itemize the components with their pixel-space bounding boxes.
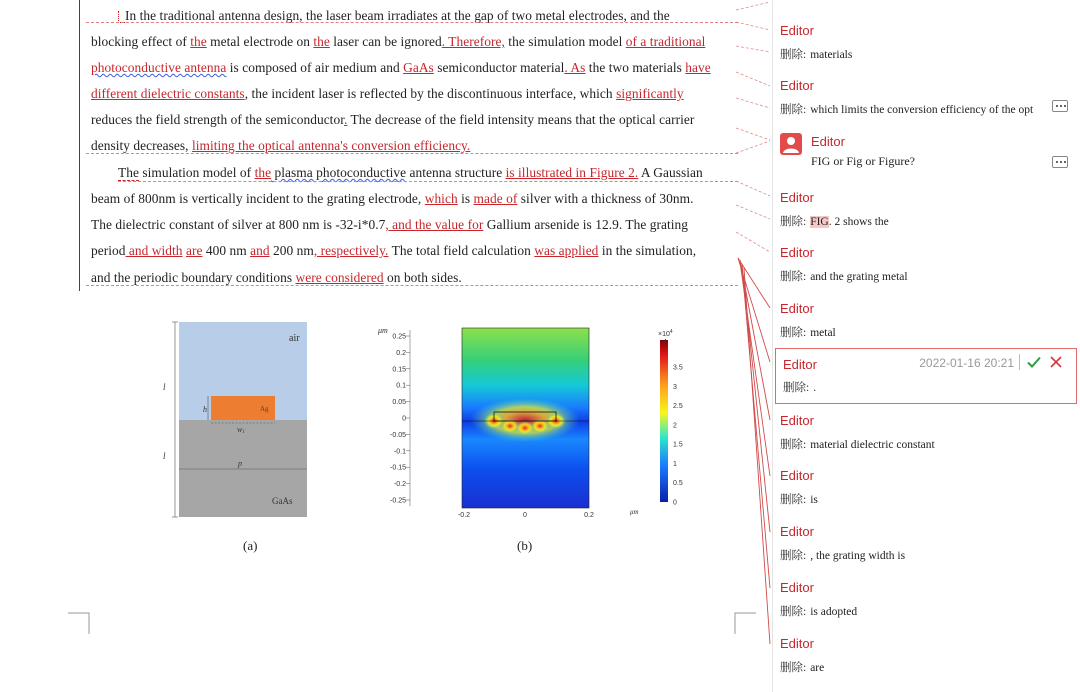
- balloon-author: Editor: [811, 134, 845, 149]
- label-l-bottom: l: [163, 451, 166, 461]
- insertion: photoconductive antenna: [91, 60, 227, 75]
- colorbar-tick-label: 0: [673, 499, 677, 507]
- insertion: . Therefore,: [441, 34, 505, 49]
- balloon-deletion[interactable]: [773, 295, 1080, 347]
- balloon-deletion[interactable]: [773, 72, 1080, 124]
- balloon-comment[interactable]: [773, 128, 1080, 180]
- colorbar-tick-label: 3: [673, 383, 677, 391]
- doc-line-4[interactable]: [91, 84, 734, 104]
- balloon-text: 删除: metal: [780, 327, 836, 339]
- doc-line-7[interactable]: [118, 163, 734, 183]
- label-l-top: l: [163, 382, 166, 392]
- balloon-author: Editor: [780, 23, 814, 38]
- balloon-text: 删除: materials: [780, 49, 853, 61]
- figure-b-caption: (b): [517, 538, 533, 553]
- balloon-author: Editor: [780, 301, 814, 316]
- colorbar-tick-label: 1.5: [673, 441, 683, 449]
- doc-text: plasma photoconductive: [271, 165, 407, 180]
- doc-line-9[interactable]: [91, 215, 734, 235]
- insertion: of a traditional: [625, 34, 706, 49]
- balloon-author: Editor: [780, 245, 814, 260]
- balloon-author: Editor: [783, 357, 817, 372]
- insertion: was applied: [534, 243, 599, 258]
- markup-pane[interactable]: [772, 0, 1079, 692]
- label-h: h: [203, 405, 207, 414]
- balloon-deletion[interactable]: [773, 17, 1080, 69]
- balloon-deletion[interactable]: [773, 518, 1080, 570]
- label-air: air: [289, 333, 300, 344]
- balloon-text: 删除: FIG. 2 shows the: [780, 216, 889, 228]
- balloon-deletion[interactable]: [773, 574, 1080, 626]
- y-tick-label: -0.1: [393, 448, 406, 456]
- balloon-author: Editor: [780, 413, 814, 428]
- doc-text: and the periodic boundary conditions: [91, 270, 296, 285]
- accept-check-icon[interactable]: [1026, 354, 1042, 370]
- doc-text: on both sides.: [383, 270, 462, 285]
- doc-text: The decrease of the field intensity means that the optical carrier: [347, 112, 695, 127]
- colorbar: [660, 340, 668, 502]
- figure-b-field-plot: [340, 322, 683, 522]
- y-tick-label: -0.05: [390, 431, 406, 439]
- balloon-author: Editor: [780, 524, 814, 539]
- balloon-author: Editor: [780, 636, 814, 651]
- doc-text: metal electrode on: [206, 34, 314, 49]
- balloon-deletion[interactable]: [773, 407, 1080, 459]
- balloon-text: 删除: are: [780, 662, 825, 674]
- colorbar-tick-label: 1: [673, 460, 677, 468]
- doc-line-3[interactable]: [91, 58, 734, 78]
- balloon-text: 删除: .: [783, 382, 817, 394]
- y-tick-label: -0.15: [390, 464, 406, 472]
- insertion: , respectively.: [313, 243, 389, 258]
- insertion: , and the value for: [385, 217, 484, 232]
- doc-text: silver with a thickness of 30nm.: [517, 191, 694, 206]
- more-options-icon[interactable]: [1052, 100, 1068, 112]
- insertion: made of: [473, 191, 518, 206]
- y-unit-label: μm: [378, 326, 388, 335]
- page-corner-mark-left: [68, 612, 90, 634]
- doc-text: , the incident laser is reflected by the discontinuous interface, which: [244, 86, 617, 101]
- y-tick-label: 0.25: [392, 333, 406, 341]
- doc-text: In the traditional antenna design, the laser beam irradiates at the gap of two metal electrodes, and the: [125, 8, 670, 23]
- balloon-text: 删除: which limits the conversion efficiency of the opt: [780, 104, 1034, 116]
- doc-line-8[interactable]: [91, 189, 734, 209]
- balloon-text: 删除: and the grating metal: [780, 271, 908, 283]
- leader-line: [86, 22, 738, 23]
- leader-line: [118, 181, 738, 182]
- balloon-text: 删除: is: [780, 494, 818, 506]
- balloon-deletion[interactable]: [773, 239, 1080, 291]
- colorbar-tick-label: 2.5: [673, 403, 683, 411]
- doc-text: A Gaussian: [638, 165, 703, 180]
- doc-text: the simulation model: [504, 34, 626, 49]
- balloon-timestamp: 2022-01-16 20:21: [919, 356, 1014, 370]
- insertion: the: [254, 165, 272, 180]
- insertion: which: [424, 191, 458, 206]
- colorbar-top-label: 4: [663, 339, 667, 346]
- doc-text: The dielectric constant of silver at 800 nm is -32-i*0.7: [91, 217, 386, 232]
- insertion: the: [313, 34, 330, 49]
- doc-text: density decreases,: [91, 138, 192, 153]
- balloon-deletion[interactable]: [773, 184, 1080, 236]
- colorbar-exponent: $\times 10^4$: [658, 329, 673, 338]
- insertion: the: [190, 34, 207, 49]
- balloon-deletion[interactable]: [773, 462, 1080, 514]
- y-tick-label: 0: [402, 415, 406, 423]
- y-tick-label: 0.2: [396, 349, 406, 357]
- balloon-author: Editor: [780, 78, 814, 93]
- doc-text: 400 nm: [202, 243, 251, 258]
- y-tick-label: -0.2: [393, 481, 406, 489]
- reject-x-icon[interactable]: [1048, 354, 1064, 370]
- doc-text: blocking effect of: [91, 34, 191, 49]
- insertion: .: [343, 112, 348, 127]
- insertion: and: [250, 243, 270, 258]
- doc-line-2[interactable]: [91, 32, 734, 52]
- leader-line: [86, 153, 738, 154]
- more-options-icon[interactable]: [1052, 156, 1068, 168]
- balloon-author: Editor: [780, 190, 814, 205]
- doc-text: antenna structure: [406, 165, 506, 180]
- doc-text: is: [457, 191, 474, 206]
- insertion: were considered: [295, 270, 384, 285]
- doc-text: Gallium arsenide is 12.9. The grating: [483, 217, 689, 232]
- colorbar-tick-label: 0.5: [673, 480, 683, 488]
- doc-text: beam of 800nm is vertically incident to the grating electrode,: [91, 191, 425, 206]
- insertion: is illustrated in Figure 2.: [505, 165, 639, 180]
- doc-line-5[interactable]: [91, 110, 734, 130]
- balloon-text: 删除: material dielectric constant: [780, 439, 935, 451]
- divider: [1019, 354, 1020, 370]
- label-ag: Ag: [260, 405, 269, 413]
- figure-a-schematic: [160, 318, 320, 522]
- leader-line: [86, 285, 738, 286]
- doc-text: laser can be ignored: [329, 34, 442, 49]
- insertion: significantly: [616, 86, 684, 101]
- comment-text: FIG or Fig or Figure?: [811, 154, 915, 168]
- doc-text: 200 nm: [269, 243, 314, 258]
- insertion: limiting the optical antenna's conversion efficiency.: [191, 138, 471, 153]
- insertion: are: [185, 243, 203, 258]
- doc-line-1[interactable]: [118, 6, 734, 26]
- doc-text: The total field calculation: [388, 243, 535, 258]
- doc-text: is composed of air medium and: [226, 60, 404, 75]
- doc-text: semiconductor material: [433, 60, 565, 75]
- label-p: p: [238, 459, 242, 468]
- doc-line-10[interactable]: [91, 241, 734, 261]
- balloon-author: Editor: [780, 468, 814, 483]
- insertion: and width: [125, 243, 183, 258]
- y-tick-label: 0.15: [392, 366, 406, 374]
- doc-text: reduces the field strength of the semiconductor: [91, 112, 344, 127]
- label-gaas: GaAs: [272, 496, 293, 506]
- comment-anchor: The: [118, 165, 139, 180]
- y-tick-label: 0.05: [392, 399, 406, 407]
- balloon-text: 删除: is adopted: [780, 606, 858, 618]
- x-unit-label: μm: [630, 508, 639, 516]
- balloon-text: 删除: , the grating width is: [780, 550, 906, 562]
- x-tick-label: 0.2: [584, 512, 594, 519]
- balloon-deletion[interactable]: [773, 630, 1080, 682]
- leader-connectors: [734, 0, 772, 692]
- doc-text: the two materials: [585, 60, 686, 75]
- x-tick-label: 0: [523, 512, 527, 519]
- user-avatar-icon: [780, 133, 802, 155]
- balloon-deletion-active[interactable]: [775, 348, 1077, 404]
- colorbar-tick-label: 2: [673, 422, 677, 430]
- colorbar-tick-label: 3.5: [673, 364, 683, 372]
- x-tick-label: -0.2: [457, 512, 471, 519]
- doc-text: simulation model of: [138, 165, 255, 180]
- doc-text: in the simulation,: [598, 243, 697, 258]
- change-bar: [79, 0, 80, 291]
- balloon-author: Editor: [780, 580, 814, 595]
- insertion: GaAs: [403, 60, 434, 75]
- insertion: different dielectric constants: [91, 86, 245, 101]
- insertion: have: [685, 60, 711, 75]
- y-tick-label: -0.25: [390, 497, 406, 505]
- doc-text: period: [91, 243, 126, 258]
- y-tick-label: 0.1: [396, 382, 406, 390]
- insertion: . As: [564, 60, 586, 75]
- label-w: w1: [237, 425, 245, 435]
- figure-a-caption: (a): [243, 538, 258, 553]
- page-corner-mark-right: [734, 612, 756, 634]
